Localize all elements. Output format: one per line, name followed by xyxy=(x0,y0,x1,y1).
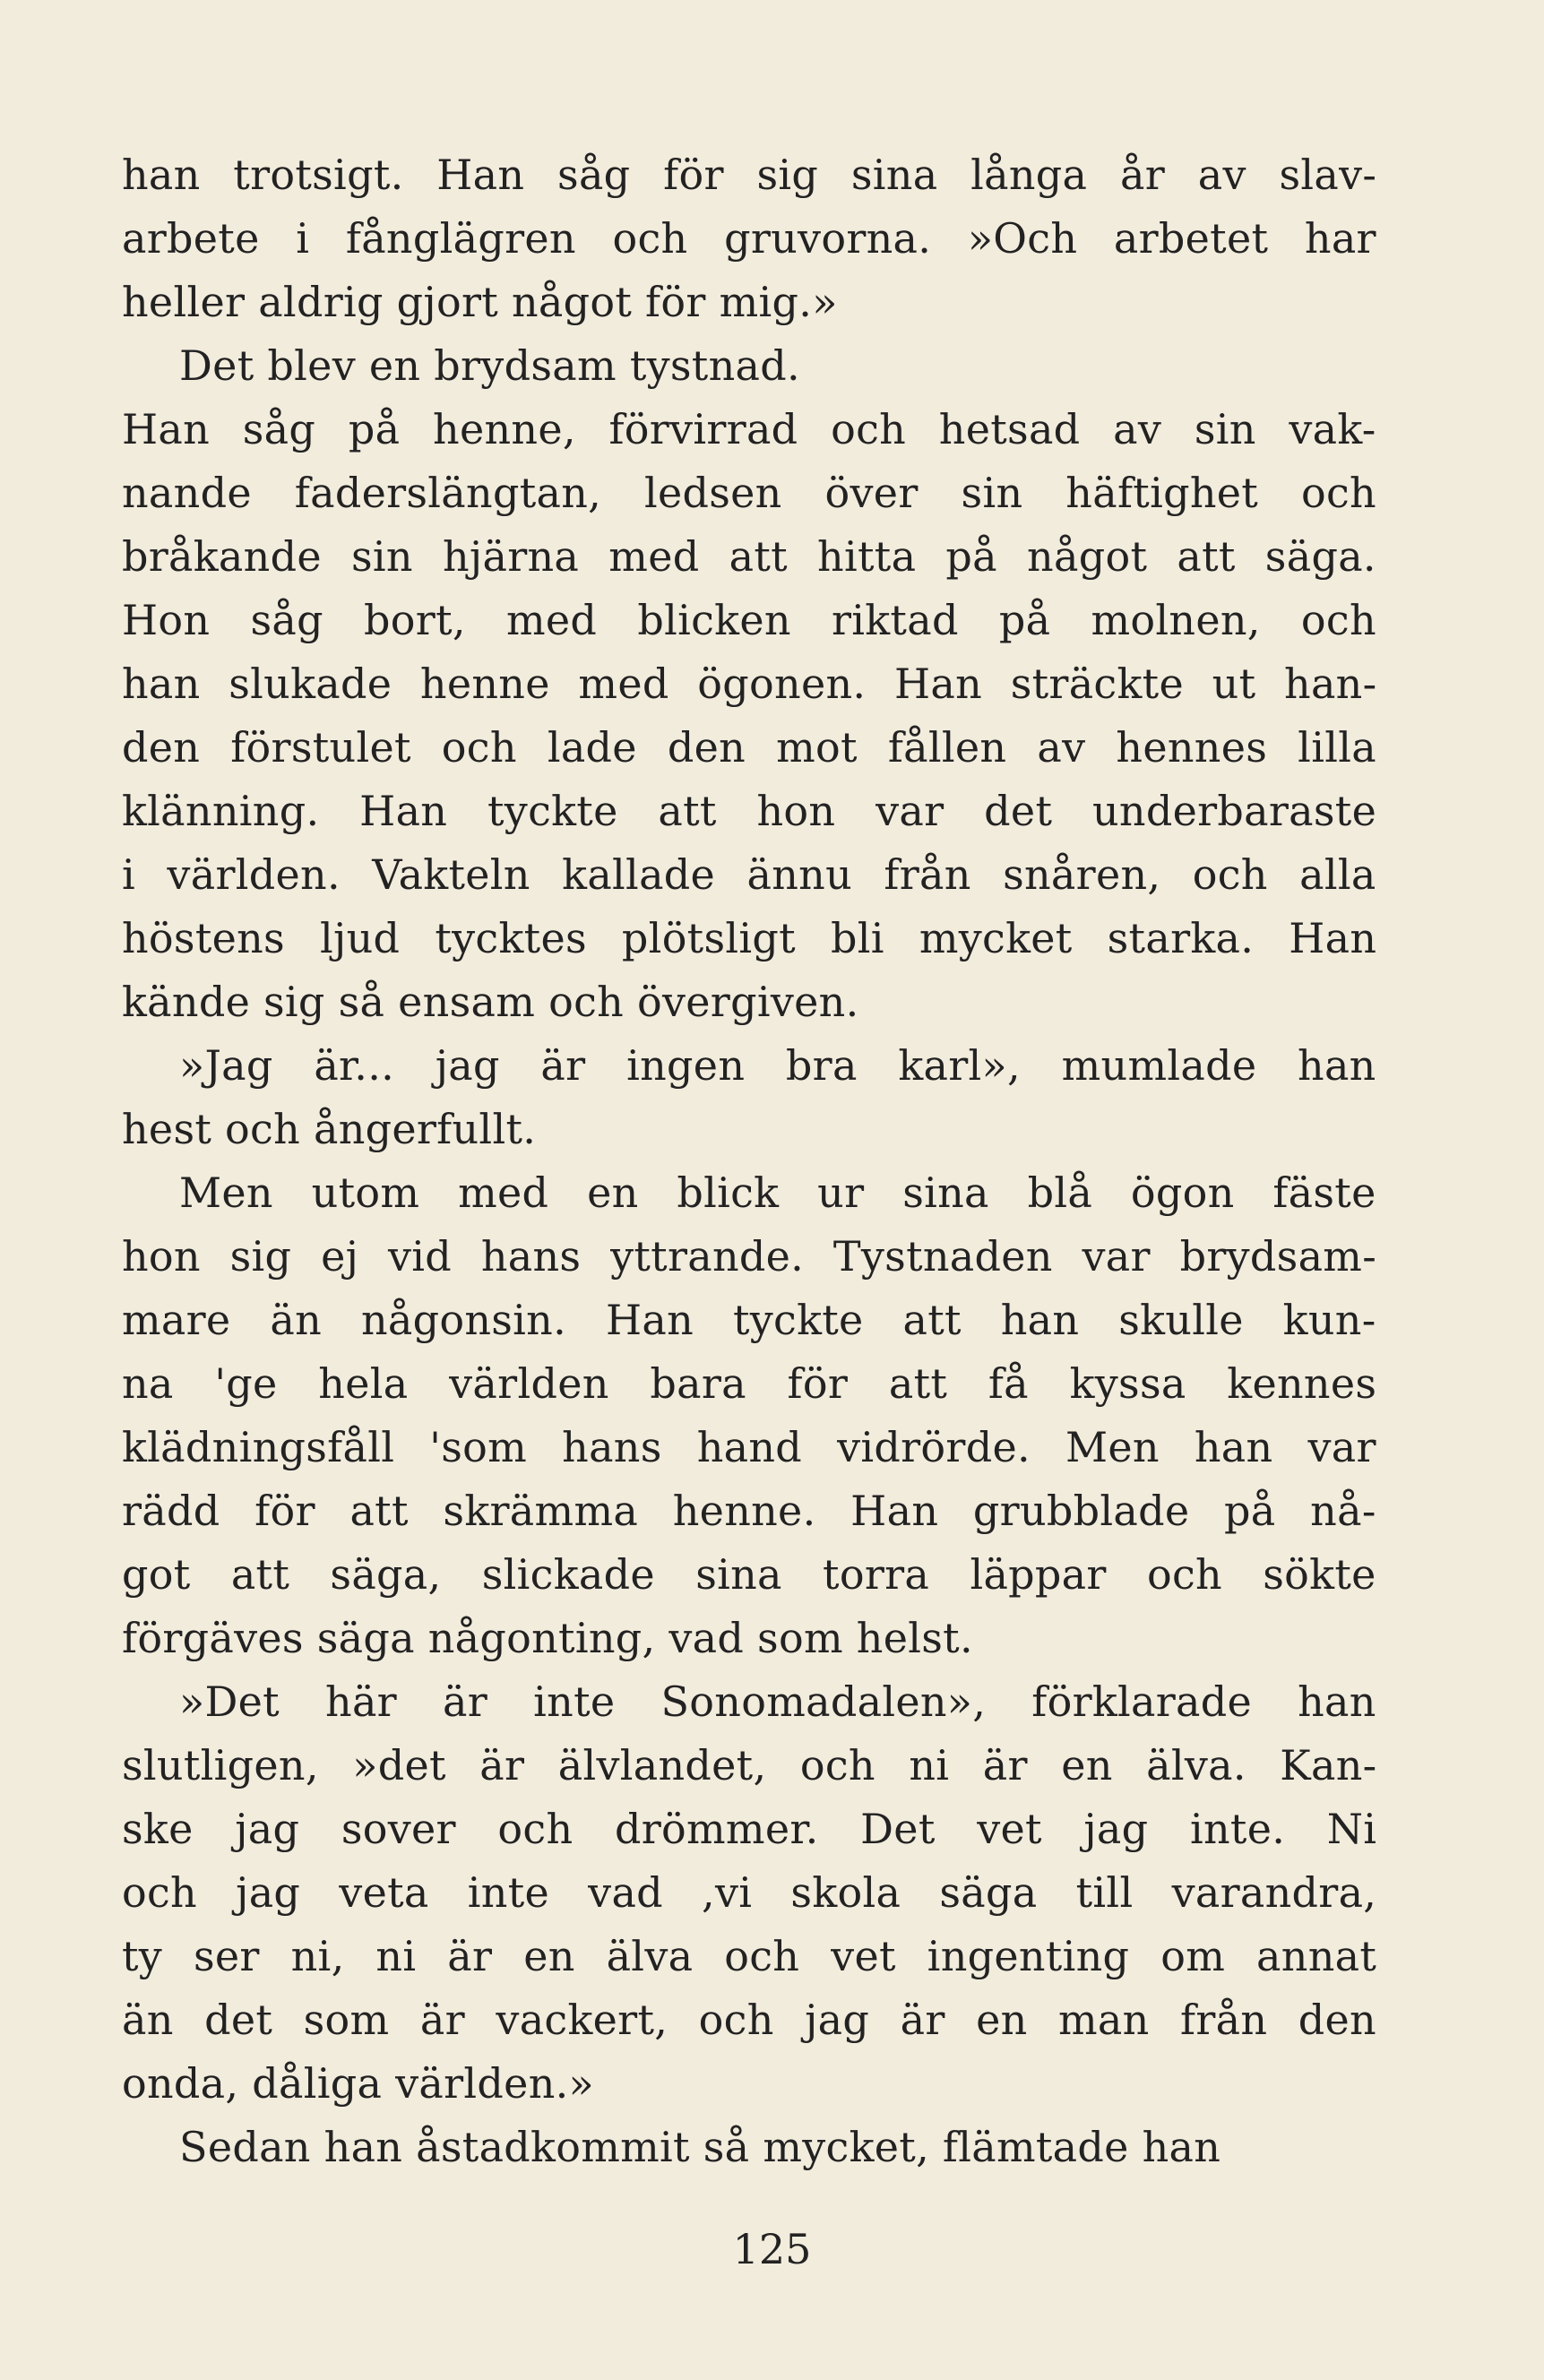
text-line: Men utom med en blick ur sina blå ögon fäste xyxy=(179,1168,1376,1217)
text-line: rädd för att skrämma henne. Han grubblade på nå- xyxy=(122,1487,1376,1535)
text-line: Han såg på henne, förvirrad och hetsad av sin vak- xyxy=(122,405,1376,453)
text-line: än det som är vackert, och jag är en man från den xyxy=(122,1996,1376,2044)
text-line: bråkande sin hjärna med att hitta på något att säga. xyxy=(122,532,1376,581)
text-line: i världen. Vakteln kallade ännu från snåren, och alla xyxy=(122,850,1376,899)
text-line: Sedan han åstadkommit så mycket, flämtade han xyxy=(179,2123,1221,2171)
text-line: »Jag är... jag är ingen bra karl», mumlade han xyxy=(179,1041,1376,1090)
text-line: han slukade henne med ögonen. Han sträckte ut han- xyxy=(122,660,1377,708)
text-line: arbete i fånglägren och gruvorna. »Och arbetet har xyxy=(122,214,1376,263)
text-line: slutligen, »det är älvlandet, och ni är en älva. Kan- xyxy=(122,1741,1377,1789)
text-line: klänning. Han tyckte att hon var det underbaraste xyxy=(122,787,1377,835)
text-line: han trotsigt. Han såg för sig sina långa år av slav- xyxy=(122,151,1377,199)
text-line: heller aldrig gjort något för mig.» xyxy=(122,278,838,326)
text-line: klädningsfåll 'som hans hand vidrörde. Men han var xyxy=(122,1423,1376,1471)
text-line: hon sig ej vid hans yttrande. Tystnaden var brydsam- xyxy=(122,1232,1377,1281)
text-line: förgäves säga någonting, vad som helst. xyxy=(122,1614,973,1662)
text-line: nande faderslängtan, ledsen över sin häftighet och xyxy=(122,469,1376,517)
text-line: och jag veta inte vad ,vi skola säga till varandra, xyxy=(122,1868,1377,1917)
text-line: Det blev en brydsam tystnad. xyxy=(179,341,800,390)
text-line: »Det här är inte Sonomadalen», förklarade han xyxy=(179,1677,1376,1726)
text-line: kände sig så ensam och övergiven. xyxy=(122,978,859,1026)
text-line: den förstulet och lade den mot fållen av hennes lilla xyxy=(122,723,1376,772)
text-line: na 'ge hela världen bara för att få kyssa kennes xyxy=(122,1359,1377,1408)
text-line: höstens ljud tycktes plötsligt bli mycket starka. Han xyxy=(122,914,1377,962)
text-line: hest och ångerfullt. xyxy=(122,1105,537,1153)
text-line: got att säga, slickade sina torra läppar och sökte xyxy=(122,1550,1376,1599)
text-line: ske jag sover och drömmer. Det vet jag inte. Ni xyxy=(122,1805,1377,1853)
text-line: ty ser ni, ni är en älva och vet ingenting om annat xyxy=(122,1932,1377,1980)
text-line: onda, dåliga världen.» xyxy=(122,2059,594,2108)
text-line: Hon såg bort, med blicken riktad på molnen, och xyxy=(122,596,1376,644)
text-line: mare än någonsin. Han tyckte att han skulle kun- xyxy=(122,1296,1376,1344)
page-number: 125 xyxy=(732,2225,812,2273)
